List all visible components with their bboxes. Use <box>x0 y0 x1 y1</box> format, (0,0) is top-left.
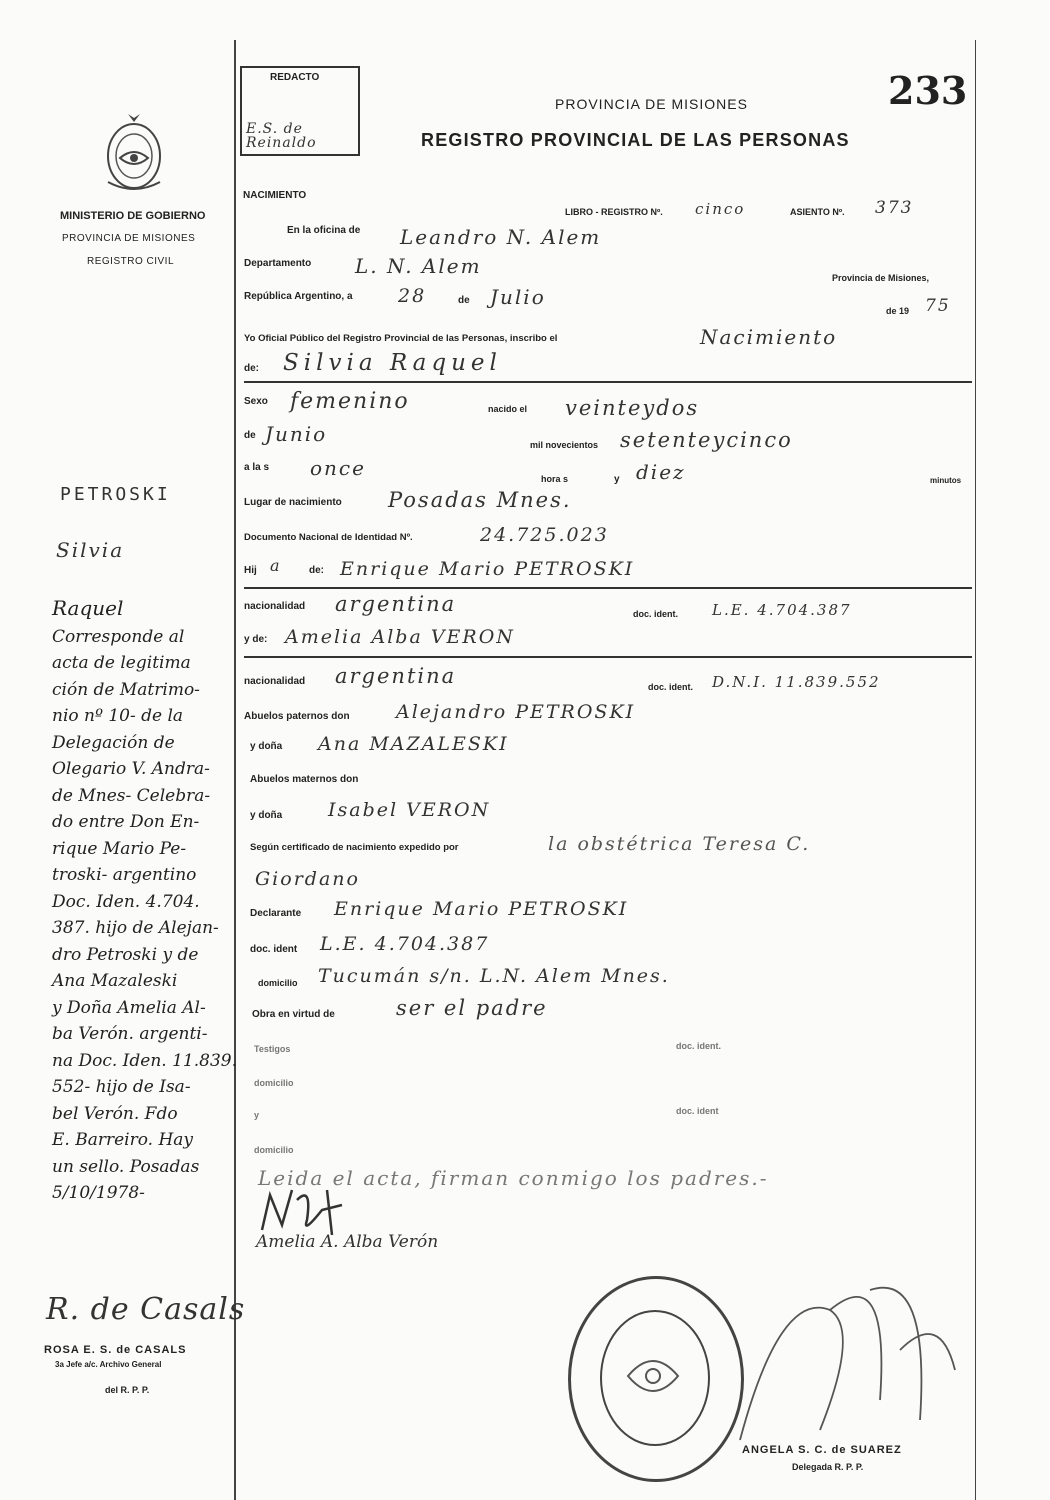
oficina-label: En la oficina de <box>287 225 361 236</box>
padre-nac-value: argentina <box>335 592 457 616</box>
anio-value: 75 <box>925 296 951 316</box>
a-las-label: a la s <box>244 462 270 473</box>
margin-line: un sello. Posadas <box>52 1156 200 1177</box>
margin-line: Olegario V. Andra- <box>52 759 210 779</box>
father-signature-icon <box>252 1180 372 1240</box>
hij-de-label: de: <box>309 565 324 576</box>
hora-value: once <box>310 456 366 480</box>
dni-value: 24.725.023 <box>480 524 609 546</box>
mil-label: mil novecientos <box>530 440 599 450</box>
horas-label: hora s <box>541 474 569 484</box>
margin-nombre1: Silvia <box>56 538 125 562</box>
oficial-text: Yo Oficial Público del Registro Provincial de las Personas, inscribo el <box>244 333 558 344</box>
y2-label: y <box>254 1110 260 1120</box>
nacido-value: veinteydos <box>565 396 700 420</box>
asiento-value: 373 <box>875 198 914 218</box>
official-signature-icon <box>720 1250 960 1450</box>
margin-apellido: PETROSKI <box>60 484 171 505</box>
minutos-value: diez <box>636 460 686 484</box>
margin-line: Doc. Iden. 4.704. <box>52 891 200 912</box>
declarante-label: Declarante <box>250 908 302 919</box>
dni-label: Documento Nacional de Identidad Nº. <box>244 532 413 543</box>
name-rule <box>244 381 972 383</box>
margin-line: dro Petroski y de <box>52 944 199 965</box>
abuelos-mat-label: Abuelos maternos don <box>250 774 359 785</box>
doc-ident4-label: doc. ident <box>676 1106 719 1116</box>
margin-line: do entre Don En- <box>52 812 200 832</box>
margin-line: 5/10/1978- <box>52 1183 145 1203</box>
margin-line: y Doña Amelia Al- <box>52 997 206 1018</box>
madre-nac-label: nacionalidad <box>244 676 306 687</box>
madre-value: Amelia Alba VERON <box>285 626 515 648</box>
page-number: 233 <box>888 68 968 113</box>
certificado-line1: la obstétrica Teresa C. <box>548 833 811 855</box>
madre-rule <box>244 656 972 658</box>
ministerio-label: MINISTERIO DE GOBIERNO <box>60 210 206 222</box>
asiento-label: ASIENTO Nº. <box>790 207 845 217</box>
libro-value: cinco <box>695 200 746 218</box>
redacto-box <box>240 66 360 156</box>
madre-doc-label: doc. ident. <box>648 682 693 692</box>
oficina-value: Leandro N. Alem <box>400 225 602 249</box>
margin-signature: R. de Casals <box>46 1292 246 1327</box>
libro-label: LIBRO - REGISTRO Nº. <box>565 207 663 217</box>
mes-value: Julio <box>490 285 546 309</box>
testigos-label: Testigos <box>254 1044 291 1054</box>
y-dona-mat-label: y doña <box>250 810 283 821</box>
nacido-label: nacido el <box>488 404 528 414</box>
lugar-label: Lugar de nacimiento <box>244 497 342 508</box>
doc-ident3-label: doc. ident. <box>676 1041 721 1051</box>
coat-of-arms-icon <box>98 112 170 194</box>
margin-signer: ROSA E. S. de CASALS <box>44 1344 187 1356</box>
margin-line: Corresponde al <box>52 626 185 647</box>
acto-value: Nacimiento <box>700 325 838 349</box>
de-mes-label: de <box>244 430 256 441</box>
y-dona-label: y doña <box>250 741 283 752</box>
sexo-label: Sexo <box>244 396 268 407</box>
madre-doc-value: D.N.I. 11.839.552 <box>712 673 881 691</box>
margin-line: troski- argentino <box>52 865 197 885</box>
hij-suffix: a <box>270 556 282 575</box>
province-heading: PROVINCIA DE MISIONES <box>555 96 748 112</box>
doc-ident2-label: doc. ident <box>250 944 298 955</box>
footer-signer: ANGELA S. C. de SUAREZ <box>742 1444 902 1456</box>
margin-line: Delegación de <box>52 732 175 753</box>
margin-nombre2: Raquel <box>52 596 124 620</box>
margin-line: ción de Matrimo- <box>52 679 200 700</box>
de-label: de <box>458 295 470 306</box>
abuela-mat-value: Isabel VERON <box>328 799 491 821</box>
margin-annotation <box>52 595 247 1207</box>
domicilio3-label: domicilio <box>254 1145 294 1155</box>
leida-text: Leida el acta, firman conmigo los padres.- <box>258 1166 769 1190</box>
obra-value: ser el padre <box>396 996 548 1020</box>
de-persona-label: de: <box>244 363 259 374</box>
margin-line: acta de legitima <box>52 653 191 673</box>
redacto-handwriting: E.S. de Reinaldo <box>246 121 317 151</box>
certificado-line2: Giordano <box>255 868 360 890</box>
domicilio-label: domicilio <box>258 978 298 988</box>
margin-line: na Doc. Iden. 11.839. <box>52 1050 237 1071</box>
y-de-label: y de: <box>244 634 268 645</box>
domicilio-value: Tucumán s/n. L.N. Alem Mnes. <box>318 965 670 987</box>
dia-value: 28 <box>398 285 427 307</box>
departamento-label: Departamento <box>244 258 312 269</box>
obra-label: Obra en virtud de <box>252 1009 335 1020</box>
nacido-mes: Junio <box>265 422 328 446</box>
registro-civil-label: REGISTRO CIVIL <box>87 256 175 267</box>
lugar-value: Posadas Mnes. <box>388 488 572 512</box>
hij-label: Hij <box>244 565 257 576</box>
padre-doc-label: doc. ident. <box>633 609 678 619</box>
margin-line: Ana Mazaleski <box>52 971 178 991</box>
margin-signer-role2: del R. P. P. <box>105 1385 150 1395</box>
padre-doc-value: L.E. 4.704.387 <box>712 601 852 619</box>
margin-line: rique Mario Pe- <box>52 838 187 859</box>
abuelos-pat-label: Abuelos paternos don <box>244 711 350 722</box>
margin-signer-role1: 3a Jefe a/c. Archivo General <box>55 1360 162 1369</box>
abuelo-pat-value: Alejandro PETROSKI <box>396 701 636 723</box>
madre-nac-value: argentina <box>335 664 457 688</box>
mother-signature: Amelia A. Alba Verón <box>256 1232 439 1252</box>
padre-value: Enrique Mario PETROSKI <box>340 558 635 580</box>
margin-line: 552- hijo de Isa- <box>52 1077 191 1097</box>
provincia-misiones-label: Provincia de Misiones, <box>832 273 930 283</box>
declarante-doc-value: L.E. 4.704.387 <box>320 933 490 955</box>
padre-nac-label: nacionalidad <box>244 601 306 612</box>
margin-line: nio nº 10- de la <box>52 706 184 726</box>
redacto-label: REDACTO <box>270 72 320 83</box>
y-label: y <box>614 474 620 485</box>
margin-line: ba Verón. argenti- <box>52 1024 208 1044</box>
margin-line: 387. hijo de Alejan- <box>52 918 219 938</box>
section-nacimiento: NACIMIENTO <box>243 190 307 201</box>
sexo-value: femenino <box>290 389 410 414</box>
margin-line: bel Verón. Fdo <box>52 1103 178 1124</box>
declarante-value: Enrique Mario PETROSKI <box>334 898 629 920</box>
domicilio2-label: domicilio <box>254 1078 294 1088</box>
footer-role: Delegada R. P. P. <box>792 1462 864 1472</box>
registry-seal-emblem-icon <box>620 1340 686 1412</box>
departamento-value: L. N. Alem <box>355 254 482 278</box>
segun-label: Según certificado de nacimiento expedido por <box>250 842 459 853</box>
margin-line: E. Barreiro. Hay <box>52 1130 194 1150</box>
provincia-label: PROVINCIA DE MISIONES <box>62 233 196 244</box>
minutos-label: minutos <box>930 476 962 485</box>
abuela-pat-value: Ana MAZALESKI <box>318 733 509 755</box>
anio-label: de 19 <box>886 306 910 316</box>
margin-line: de Mnes- Celebra- <box>52 785 211 806</box>
nombre-value: Silvia Raquel <box>283 350 502 376</box>
right-column-rule <box>975 40 976 1500</box>
republica-label: República Argentino, a <box>244 291 353 302</box>
nacido-anio: setenteycinco <box>620 428 793 452</box>
registry-title: REGISTRO PROVINCIAL DE LAS PERSONAS <box>421 130 850 150</box>
padre-rule <box>244 587 972 589</box>
